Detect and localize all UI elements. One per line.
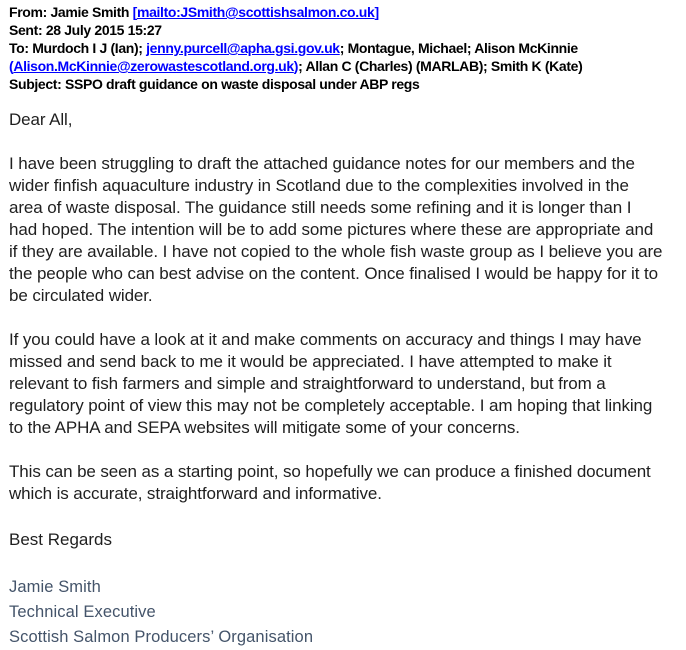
from-label: From:: [9, 4, 47, 20]
signature-name: Jamie Smith: [9, 578, 101, 596]
email-body: [9, 109, 664, 505]
subject-label: Subject:: [9, 76, 62, 92]
body-paragraph-3: This can be seen as a starting point, so hopefully we can produce a finished document which is accurate, straightforward and informative.: [9, 462, 651, 503]
sent-label: Sent:: [9, 22, 43, 38]
from-sender-name: Jamie Smith: [50, 4, 130, 20]
closing-salutation: Best Regards: [9, 530, 112, 549]
subject-value: SSPO draft guidance on waste disposal under ABP regs: [64, 76, 420, 92]
to-email-link-alison[interactable]: Alison.McKinnie@zerowastescotland.org.uk: [13, 58, 294, 74]
from-bracket-close: ]: [374, 4, 379, 20]
signature-title: Technical Executive: [9, 603, 156, 621]
email-headers: [9, 3, 673, 93]
greeting: Dear All,: [9, 110, 73, 129]
body-paragraph-2: If you could have a look at it and make comments on accuracy and things I may have missed and send back to me it would be appreciated. I have attempted to make it relevant to fish farmers and simple and straightforward to understand, but from a regulatory point of view this may not be completely acceptable. I am hoping that linking to the APHA and SEPA websites will mitigate some of your concerns.: [9, 330, 653, 437]
signature-organisation: Scottish Salmon Producers’ Organisation: [9, 628, 314, 646]
to-recipients-group2: ; Montague, Michael; Alison McKinnie: [339, 40, 578, 56]
body-paragraph-1: I have been struggling to draft the attached guidance notes for our members and the wider finfish aquaculture industry in Scotland due to the complexities involved in the area of waste disposal. The guidance still needs some refining and it is longer than I had hoped. The intention will be to add some pictures where these are appropriate and if they are available. I have not copied to the whole fish waste group as I believe you are the people who can best advise on the content. Once finalised I would be happy for it to be circulated wider.: [9, 154, 663, 305]
to-label: To:: [9, 40, 29, 56]
sent-value: 28 July 2015 15:27: [45, 22, 162, 38]
from-bracket-open: [: [132, 4, 137, 20]
signature-block: [9, 575, 676, 650]
header-to-line: [9, 39, 673, 75]
header-subject-line: [9, 75, 673, 93]
to-recipients-group3: ; Allan C (Charles) (MARLAB); Smith K (Kate): [298, 58, 583, 74]
from-mailto-link[interactable]: mailto:JSmith@scottishsalmon.co.uk: [136, 4, 375, 20]
header-sent-line: [9, 21, 673, 39]
to-email-link-jenny[interactable]: jenny.purcell@apha.gsi.gov.uk: [146, 40, 340, 56]
to-recipients-group1: Murdoch I J (Ian);: [32, 40, 147, 56]
to-paren-open: (: [9, 58, 14, 74]
to-paren-close: ): [293, 58, 299, 74]
header-from-line: [9, 3, 673, 21]
